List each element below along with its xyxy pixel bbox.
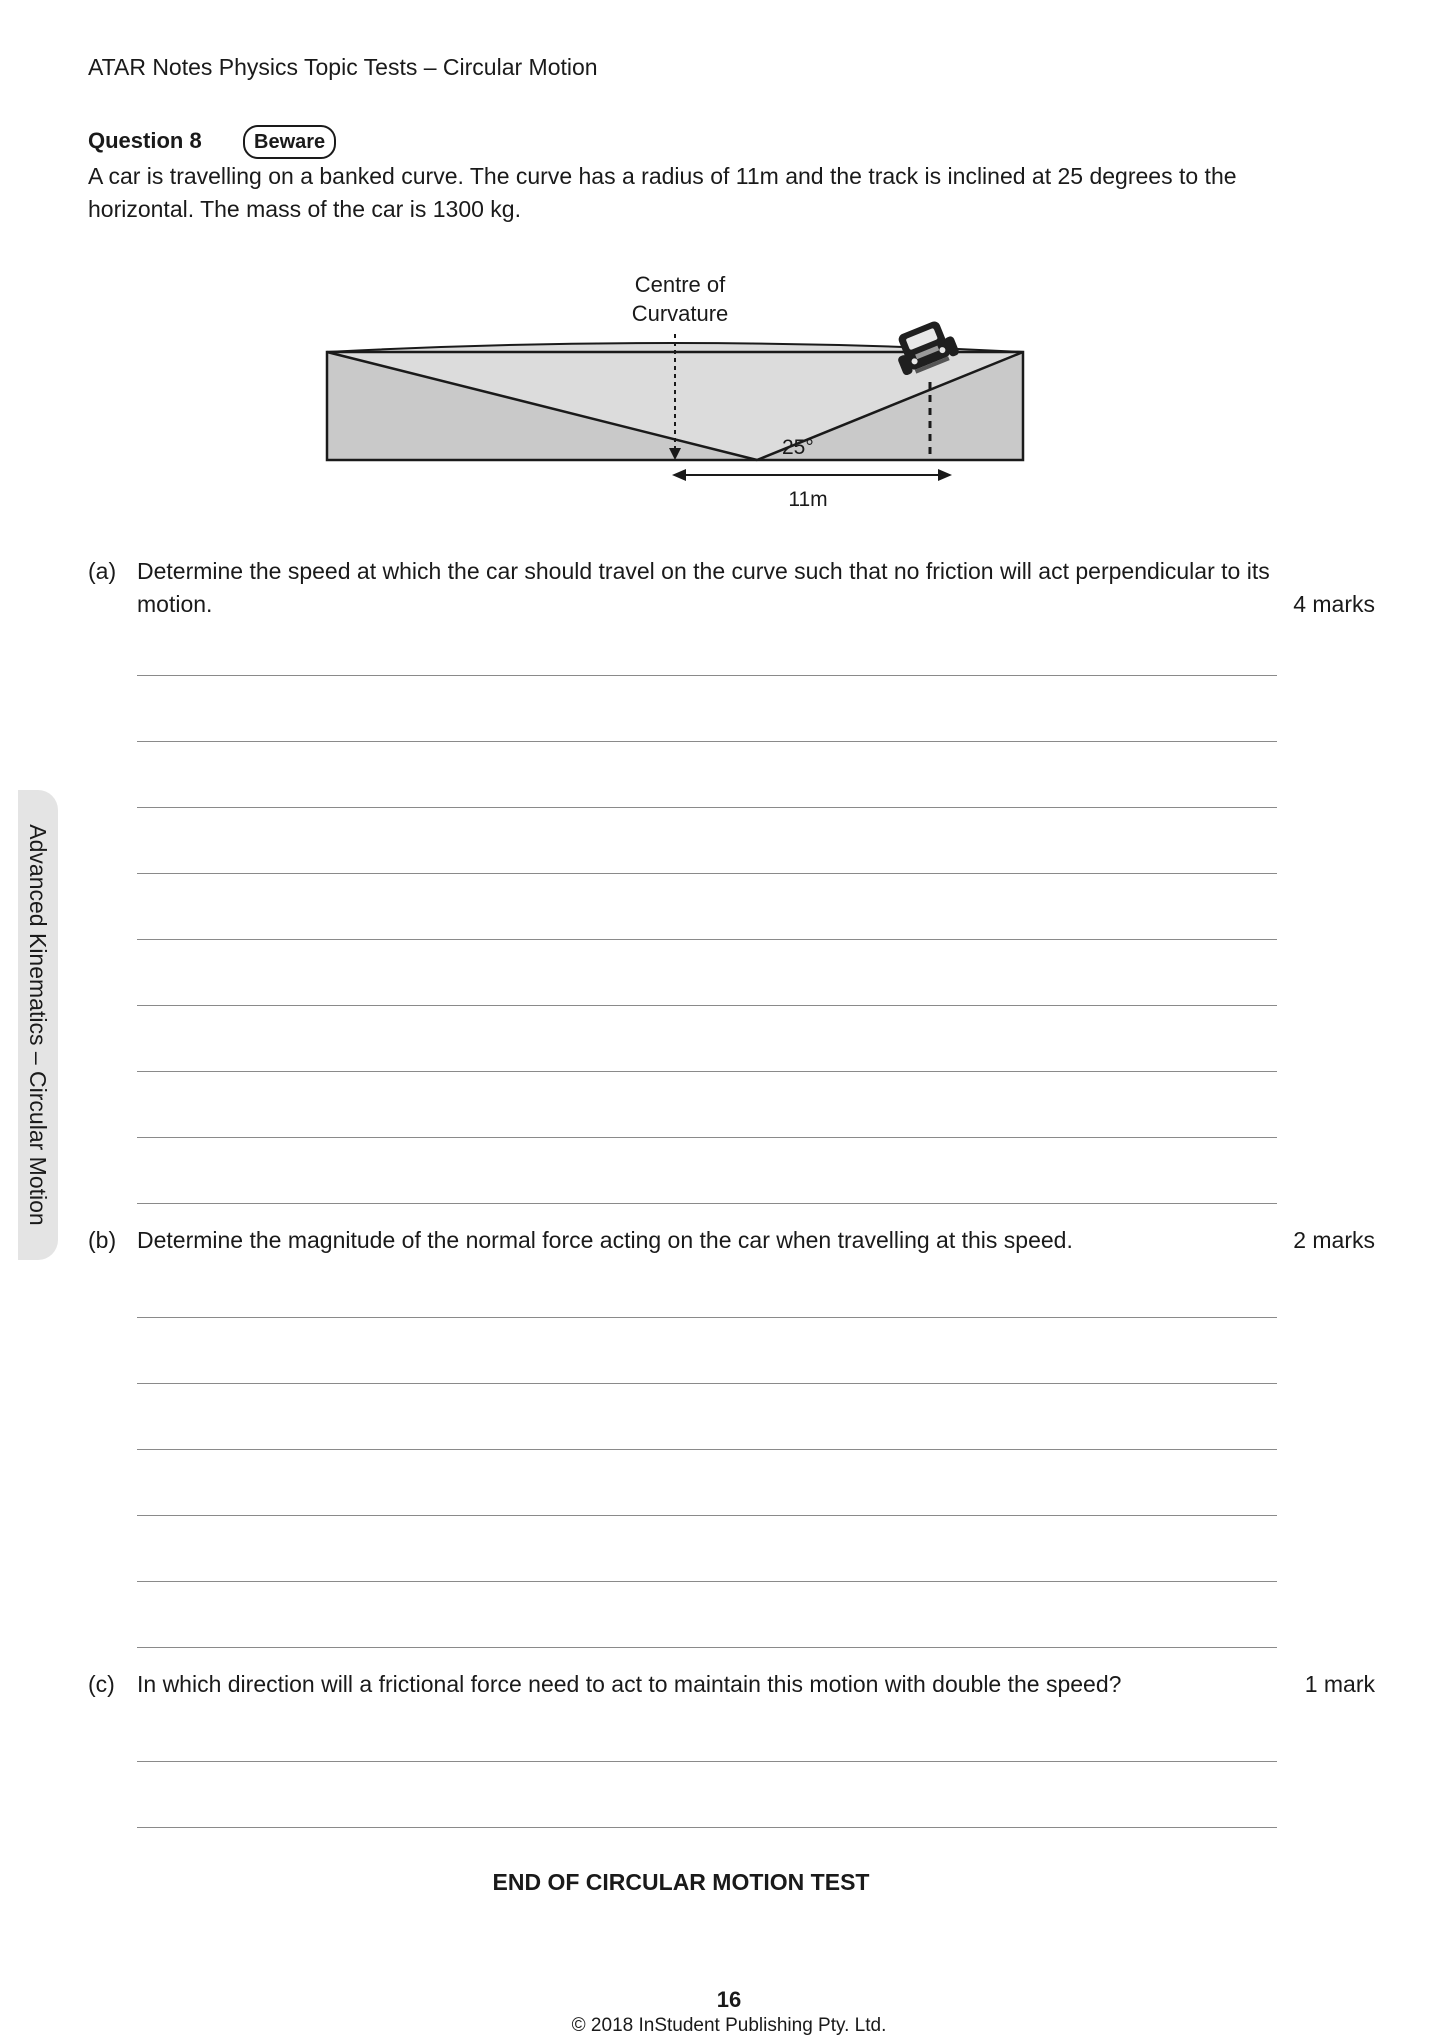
radius-label: 11m <box>788 488 828 511</box>
end-of-test-text: END OF CIRCULAR MOTION TEST <box>492 1869 870 1895</box>
part-c-marks: 1 mark <box>1304 1671 1375 1697</box>
side-tab-label: Advanced Kinematics – Circular Motion <box>25 824 51 1226</box>
part-b-text: Determine the magnitude of the normal force acting on the car when travelling at this speed. <box>137 1227 1073 1253</box>
part-a-label: (a) <box>88 558 117 584</box>
answer-line[interactable] <box>137 741 1277 742</box>
answer-line[interactable] <box>137 1383 1277 1384</box>
answer-line[interactable] <box>137 939 1277 940</box>
question-title: Question 8 <box>88 128 202 153</box>
answer-line[interactable] <box>137 1761 1277 1762</box>
answer-line[interactable] <box>137 1005 1277 1006</box>
part-b-label: (b) <box>88 1227 117 1253</box>
part-a-text: Determine the speed at which the car should travel on the curve such that no friction will act perpendicular to its motion. <box>137 558 1270 617</box>
answer-line[interactable] <box>137 675 1277 676</box>
centre-label-line1: Centre of <box>634 272 726 297</box>
answer-line[interactable] <box>137 1071 1277 1072</box>
part-a-marks: 4 marks <box>1293 591 1375 617</box>
centre-label-line2: Curvature <box>631 301 729 326</box>
answer-line[interactable] <box>137 1317 1277 1318</box>
banked-curve-diagram <box>320 262 1040 522</box>
part-b-marks: 2 marks <box>1293 1227 1375 1253</box>
answer-line[interactable] <box>137 873 1277 874</box>
answer-line[interactable] <box>137 1515 1277 1516</box>
answer-line[interactable] <box>137 1449 1277 1450</box>
part-c-text: In which direction will a frictional force need to act to maintain this motion with double the speed? <box>137 1671 1122 1697</box>
question-text: A car is travelling on a banked curve. The curve has a radius of 11m and the track is inclined at 25 degrees to the horizontal. The mass of the car is 1300 kg. <box>88 163 1237 222</box>
page-header: ATAR Notes Physics Topic Tests – Circular Motion <box>88 54 598 80</box>
answer-line[interactable] <box>137 1137 1277 1138</box>
answer-line[interactable] <box>137 1581 1277 1582</box>
copyright-text: © 2018 InStudent Publishing Pty. Ltd. <box>571 2015 887 2036</box>
answer-line[interactable] <box>137 1203 1277 1204</box>
answer-line[interactable] <box>137 807 1277 808</box>
beware-badge: Beware <box>243 125 336 159</box>
part-c-label: (c) <box>88 1671 115 1697</box>
page-number: 16 <box>716 1987 742 2012</box>
answer-line[interactable] <box>137 1827 1277 1828</box>
angle-label: 25° <box>782 436 814 459</box>
answer-line[interactable] <box>137 1647 1277 1648</box>
